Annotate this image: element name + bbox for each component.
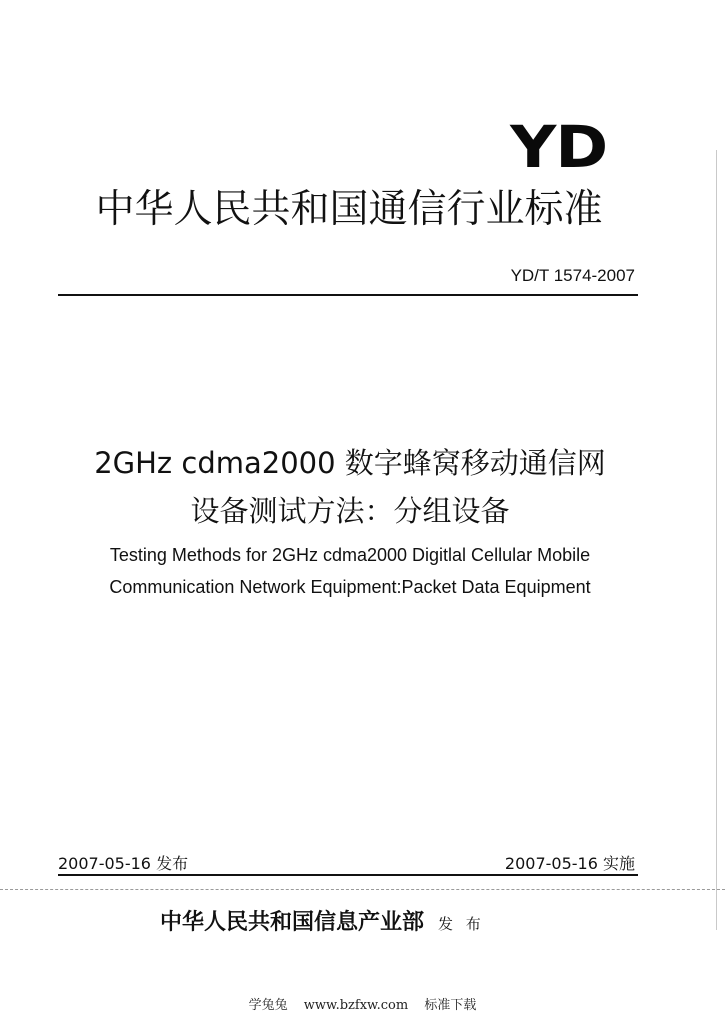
title-english-line-1: Testing Methods for 2GHz cdma2000 Digitlal Cellular Mobile — [109, 545, 591, 565]
title-chinese-line-2: 设备测试方法：分组设备 — [190, 494, 510, 528]
title-english-line-2: Communication Network Equipment:Packet Data Equipment — [109, 577, 591, 597]
standard-code: YD/T 1574-2007 — [510, 266, 635, 285]
dashed-separator — [0, 889, 725, 890]
footer-slogan: 标准下载 — [424, 998, 477, 1013]
org-title: 中华人民共和国通信行业标准 — [95, 187, 603, 232]
implementation-date: 2007-05-16 实施 — [504, 854, 635, 873]
issue-date: 2007-05-16 发布 — [58, 854, 189, 873]
scan-edge-line — [716, 150, 717, 930]
publisher-line — [160, 905, 485, 936]
bottom-divider — [58, 874, 638, 876]
footer-url[interactable]: www.bzfxw.com — [303, 998, 409, 1013]
publisher-action: 发 布 — [438, 915, 485, 933]
yd-logo: YD — [510, 113, 607, 181]
top-divider — [58, 294, 638, 296]
footer-watermark — [0, 994, 725, 1013]
title-chinese-line-1: 2GHz cdma2000 数字蜂窝移动通信网 — [94, 446, 606, 480]
footer-site-name: 学兔兔 — [248, 998, 288, 1013]
publisher-ministry: 中华人民共和国信息产业部 — [160, 909, 425, 935]
